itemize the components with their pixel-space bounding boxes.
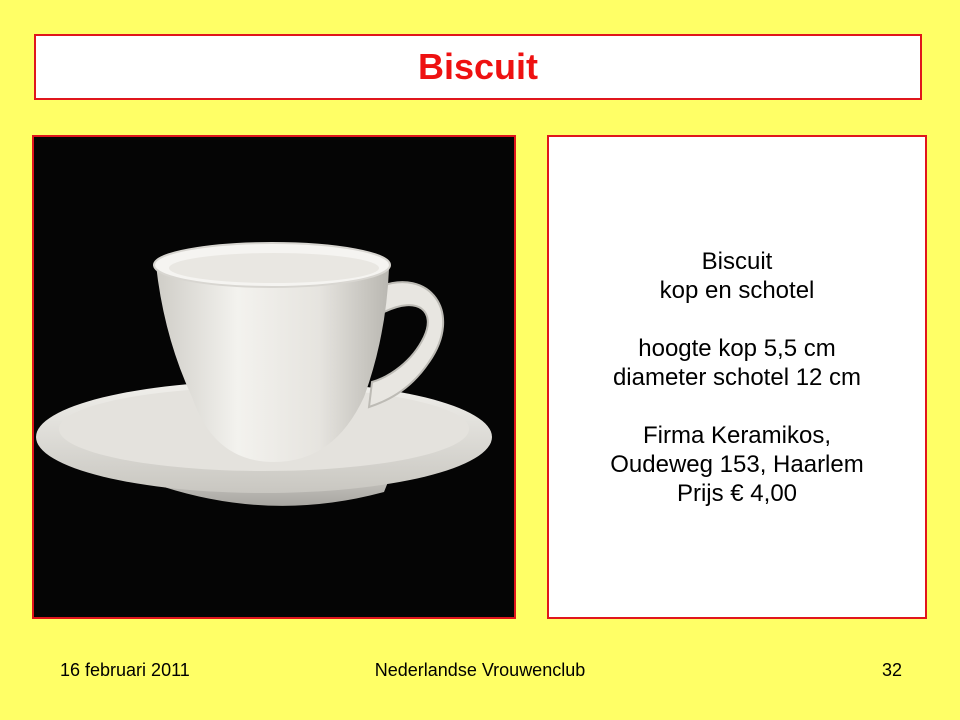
product-info-box <box>547 135 927 619</box>
product-name <box>660 247 815 305</box>
product-name-line: Biscuit <box>701 247 773 275</box>
footer-date: 16 februari 2011 <box>60 660 190 680</box>
price-line: Prijs € 4,00 <box>676 479 798 507</box>
slide-footer <box>0 660 960 688</box>
diameter-line: diameter schotel 12 cm <box>612 363 862 391</box>
footer-organization: Nederlandse Vrouwenclub <box>374 660 586 680</box>
company-line: Firma Keramikos, <box>642 421 831 449</box>
product-type-line: kop en schotel <box>659 276 815 304</box>
product-photo <box>32 135 516 619</box>
supplier-info <box>610 421 863 508</box>
title-box <box>34 34 922 100</box>
product-dimensions <box>613 334 861 392</box>
cup-and-saucer-image <box>34 137 514 617</box>
footer-page-number: 32 <box>881 660 902 680</box>
address-line: Oudeweg 153, Haarlem <box>610 450 864 478</box>
height-line: hoogte kop 5,5 cm <box>638 334 836 362</box>
slide-title: Biscuit <box>417 46 539 87</box>
